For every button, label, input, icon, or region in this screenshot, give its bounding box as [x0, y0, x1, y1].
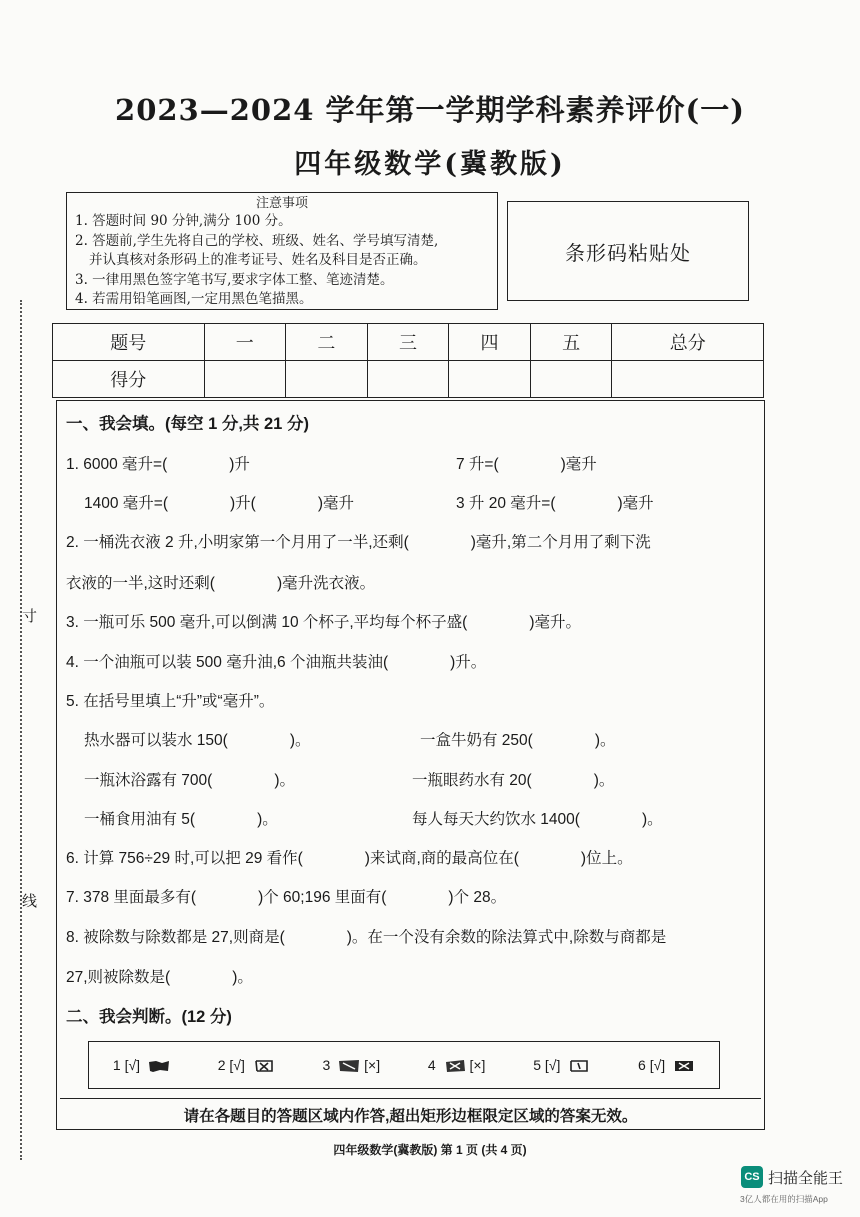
- judge-number: 2: [217, 1056, 226, 1073]
- filled-mark-icon: [568, 1059, 590, 1073]
- judge-check: [√]: [544, 1056, 561, 1073]
- notes-item: 2. 答题前,学生先将自己的学校、班级、姓名、学号填写清楚,: [75, 232, 439, 249]
- score-cell[interactable]: [367, 361, 449, 398]
- score-header-cell: 四: [449, 324, 531, 361]
- barcode-area: [507, 201, 749, 301]
- answer-area-warning: 请在各题目的答题区域内作答,超出矩形边框限定区域的答案无效。: [183, 1108, 638, 1125]
- score-header-cell: 总分: [612, 324, 764, 361]
- binding-label: 线: [22, 892, 38, 910]
- question-line: 4. 一个油瓶可以装 500 毫升油,6 个油瓶共装油( )升。: [66, 654, 487, 671]
- judge-item[interactable]: [638, 1057, 695, 1073]
- score-cell[interactable]: [530, 361, 612, 398]
- judge-number: 3: [322, 1056, 331, 1073]
- score-cell[interactable]: [612, 361, 764, 398]
- score-header-cell: 题号: [53, 324, 205, 361]
- question-line: 7. 378 里面最多有( )个 60;196 里面有( )个 28。: [66, 889, 507, 906]
- question-line: 8. 被除数与除数都是 27,则商是( )。在一个没有余数的除法算式中,除数与商都是: [66, 929, 667, 946]
- question-line: 3. 一瓶可乐 500 毫升,可以倒满 10 个杯子,平均每个杯子盛( )毫升。: [66, 614, 581, 631]
- filled-mark-icon: [338, 1059, 360, 1073]
- question-line: 一瓶沐浴露有 700( )。: [84, 772, 295, 789]
- question-line: 27,则被除数是( )。: [66, 969, 253, 986]
- scanner-logo-icon: CS: [741, 1166, 763, 1188]
- question-line: 2. 一桶洗衣液 2 升,小明家第一个月用了一半,还剩( )毫升,第二个月用了剩下洗: [66, 534, 651, 551]
- judge-check: [√]: [649, 1056, 666, 1073]
- score-row: [53, 361, 764, 398]
- exam-title: 2023—2024 学年第一学期学科素养评价(一): [115, 93, 745, 127]
- judge-item[interactable]: [428, 1057, 486, 1073]
- notes-box: [66, 192, 498, 310]
- frame-divider: [60, 1098, 761, 1099]
- filled-mark-icon: [444, 1059, 466, 1073]
- exam-subtitle: 四年级数学(冀教版): [294, 149, 566, 180]
- notes-heading: 注意事项: [255, 196, 308, 211]
- judge-number: 5: [533, 1056, 541, 1073]
- notes-item: 4. 若需用铅笔画图,一定用黑色笔描黑。: [75, 291, 313, 307]
- section2-title: 二、我会判断。(12 分): [66, 1008, 232, 1026]
- section1-title: 一、我会填。(每空 1 分,共 21 分): [66, 415, 309, 433]
- score-cell[interactable]: [204, 361, 286, 398]
- notes-item: 3. 一律用黑色签字笔书写,要求字体工整、笔迹清楚。: [75, 271, 394, 288]
- judge-number: 6: [638, 1056, 646, 1073]
- notes-item: 1. 答题时间 90 分钟,满分 100 分。: [75, 213, 292, 229]
- score-header-row: [53, 324, 764, 361]
- judge-number: 4: [427, 1056, 436, 1073]
- judge-item[interactable]: [113, 1057, 170, 1073]
- score-header-cell: 三: [367, 324, 449, 361]
- question-line: 一桶食用油有 5( )。: [84, 811, 278, 828]
- scanner-app-name: 扫描全能王: [768, 1170, 844, 1187]
- score-header-cell: 二: [286, 324, 368, 361]
- question-line: 6. 计算 756÷29 时,可以把 29 看作( )来试商,商的最高位在( )位上。: [66, 850, 633, 867]
- score-header-cell: 五: [530, 324, 612, 361]
- question-line: 一瓶眼药水有 20( )。: [412, 772, 615, 789]
- binding-label: 寸: [22, 607, 38, 625]
- score-cell[interactable]: [286, 361, 368, 398]
- question-line: 1400 毫升=( )升( )毫升: [84, 495, 354, 512]
- barcode-label: 条形码粘贴处: [565, 240, 691, 265]
- judgement-box: [88, 1041, 720, 1089]
- filled-mark-icon: [253, 1059, 275, 1073]
- judge-item[interactable]: [323, 1057, 381, 1073]
- judge-number: 1: [112, 1056, 121, 1073]
- page-footer: 四年级数学(冀教版) 第 1 页 (共 4 页): [333, 1143, 527, 1157]
- question-line: 7 升=( )毫升: [456, 456, 597, 473]
- judge-check: [√]: [229, 1056, 245, 1073]
- scanner-tagline: 3亿人都在用的扫描App: [740, 1194, 828, 1204]
- question-line: 热水器可以装水 150( )。: [84, 732, 311, 749]
- question-line: 每人每天大约饮水 1400( )。: [412, 811, 663, 828]
- judge-check: [√]: [124, 1056, 141, 1073]
- question-line: 3 升 20 毫升=( )毫升: [456, 495, 654, 512]
- score-table: [52, 323, 764, 398]
- question-line: 1. 6000 毫升=( )升: [66, 456, 250, 473]
- judge-item[interactable]: [533, 1057, 590, 1073]
- notes-item: 并认真核对条形码上的准考证号、姓名及科目是否正确。: [89, 252, 427, 268]
- filled-mark-icon: [148, 1059, 170, 1073]
- judge-cross: [×]: [364, 1056, 381, 1073]
- question-line: 衣液的一半,这时还剩( )毫升洗衣液。: [66, 575, 376, 592]
- score-header-cell: 一: [204, 324, 286, 361]
- judge-cross: [×]: [469, 1056, 486, 1073]
- filled-mark-icon: [673, 1059, 695, 1073]
- score-row-label: 得分: [53, 361, 205, 398]
- judge-item[interactable]: [218, 1057, 275, 1073]
- question-line: 5. 在括号里填上“升”或“毫升”。: [66, 693, 275, 710]
- question-line: 一盒牛奶有 250( )。: [420, 732, 616, 749]
- binding-dotted-line: [20, 300, 22, 1160]
- score-cell[interactable]: [449, 361, 531, 398]
